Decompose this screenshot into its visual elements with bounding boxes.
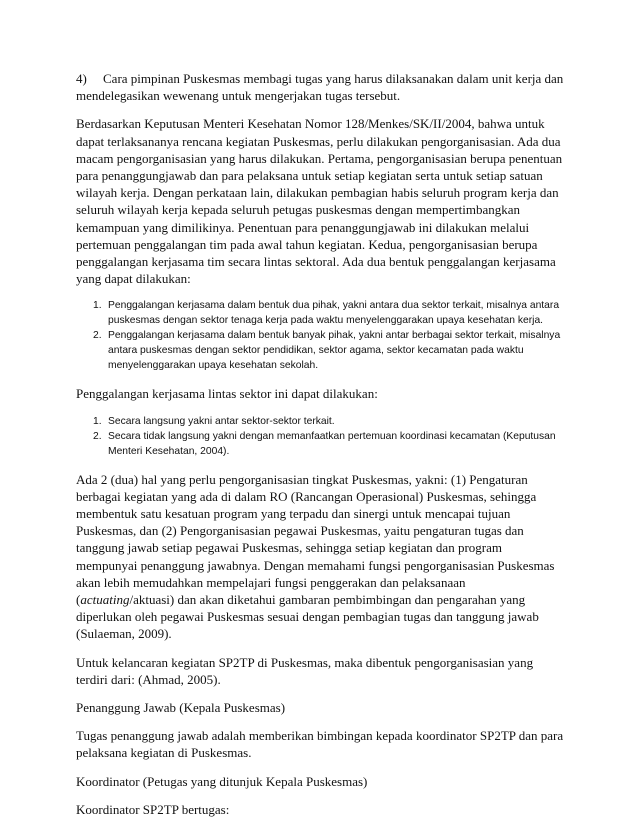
paragraph-cross-sector: Penggalangan kerjasama lintas sektor ini dapat dilakukan: xyxy=(76,386,378,402)
paragraph-two-aspects xyxy=(76,471,564,643)
paragraph-organization: Berdasarkan Keputusan Menteri Kesehatan Nomor 128/Menkes/SK/II/2004, bahwa untuk dapat terlaksananya rencana kegiatan Puskesmas, perlu dilakukan pengorganisasian. Ada dua macam pengorganisasian yang harus dilakukan. Pertama, pengorganisasian berupa penentuan para penanggungjawab dan para pelaksana untuk setiap kegiatan serta untuk setiap satuan wilayah kerja. Dengan perkataan lain, dilakukan pembagian habis seluruh program kerja dan seluruh wilayah kerja kepada seluruh petugas puskesmas dengan mempertimbangkan kemampuan yang dimilikinya. Penentuan para penanggungjawab ini dilakukan melalui pertemuan penggalangan tim pada awal tahun kegiatan. Kedua, pengorganisasian berupa penggalangan kerjasama tim secara lintas sektoral. Ada dua bentuk penggalangan kerjasama yang dapat dilakukan: xyxy=(76,116,563,287)
list-item xyxy=(76,328,564,373)
heading-responsible-person: Penanggung Jawab (Kepala Puskesmas) xyxy=(76,700,286,716)
cross-sector-methods-list xyxy=(76,414,564,459)
paragraph-responsible-duties: Tugas penanggung jawab adalah memberikan bimbingan kepada koordinator SP2TP dan para pelaksana kegiatan di Puskesmas. xyxy=(76,728,564,761)
list-item-number: 2. xyxy=(93,430,102,442)
paragraph-two-aspects-after: /aktuasi) dan akan diketahui gambaran pembimbingan dan pengarahan yang diperlukan oleh pegawai Puskesmas sesuai dengan pembagian tugas dan tanggung jawab (Sulaeman, 2009). xyxy=(76,592,539,642)
list-item xyxy=(76,298,564,328)
list-item xyxy=(76,414,564,429)
list-item-text: Penggalangan kerjasama dalam bentuk dua pihak, yakni antara dua sektor terkait, misalnya antara puskesmas dengan sektor tenaga kerja pada waktu menyelenggarakan upaya kesehatan kerja. xyxy=(108,300,560,327)
document-page xyxy=(76,70,564,829)
heading-coordinator: Koordinator (Petugas yang ditunjuk Kepala Puskesmas) xyxy=(76,773,368,789)
list-item-text: Penggalangan kerjasama dalam bentuk banyak pihak, yakni antar berbagai sektor terkait, misalnya antara puskesmas dengan sektor pendidikan, sektor agama, sektor kecamatan pada waktu menyelenggarakan upaya kesehatan sekolah. xyxy=(108,330,561,372)
paragraph-coordinator-duties: Koordinator SP2TP bertugas: xyxy=(76,801,230,817)
actuating-term: actuating xyxy=(80,592,130,608)
list-item-text: Secara tidak langsung yakni dengan memanfaatkan pertemuan koordinasi kecamatan (Keputusan Menteri Kesehatan, 2004). xyxy=(108,430,556,457)
intro-item xyxy=(76,70,564,104)
list-item-number: 1. xyxy=(93,415,102,427)
list-item xyxy=(76,429,564,459)
cooperation-forms-list xyxy=(76,298,564,373)
list-item-number: 2. xyxy=(93,330,102,342)
paragraph-two-aspects-before: Ada 2 (dua) hal yang perlu pengorganisasian tingkat Puskesmas, yakni: (1) Pengaturan berbagai kegiatan yang ada di dalam RO (Rancangan Operasional) Puskesmas, sehingga membentuk satu kesatuan program yang terpadu dan sinergi untuk mencapai tujuan Puskesmas, dan (2) Pengorganisasian pegawai Puskesmas, yaitu pengaturan tugas dan tanggung jawab setiap pegawai Puskesmas, sehingga setiap kegiatan dan program mempunyai penanggung jawabnya. Dengan memahami fungsi pengorganisasian Puskesmas akan lebih memudahkan mempelajari fungsi penggerakan dan pelaksanaan ( xyxy=(76,471,555,608)
list-item-number: 1. xyxy=(93,300,102,312)
paragraph-sp2tp-organization: Untuk kelancaran kegiatan SP2TP di Puskesmas, maka dibentuk pengorganisasian yang terdiri dari: (Ahmad, 2005). xyxy=(76,654,534,687)
intro-item-number: 4) xyxy=(76,71,87,86)
list-item-text: Secara langsung yakni antar sektor-sektor terkait. xyxy=(108,415,335,427)
intro-item-text: Cara pimpinan Puskesmas membagi tugas yang harus dilaksanakan dalam unit kerja dan mendelegasikan wewenang untuk mengerjakan tugas tersebut. xyxy=(76,71,564,104)
